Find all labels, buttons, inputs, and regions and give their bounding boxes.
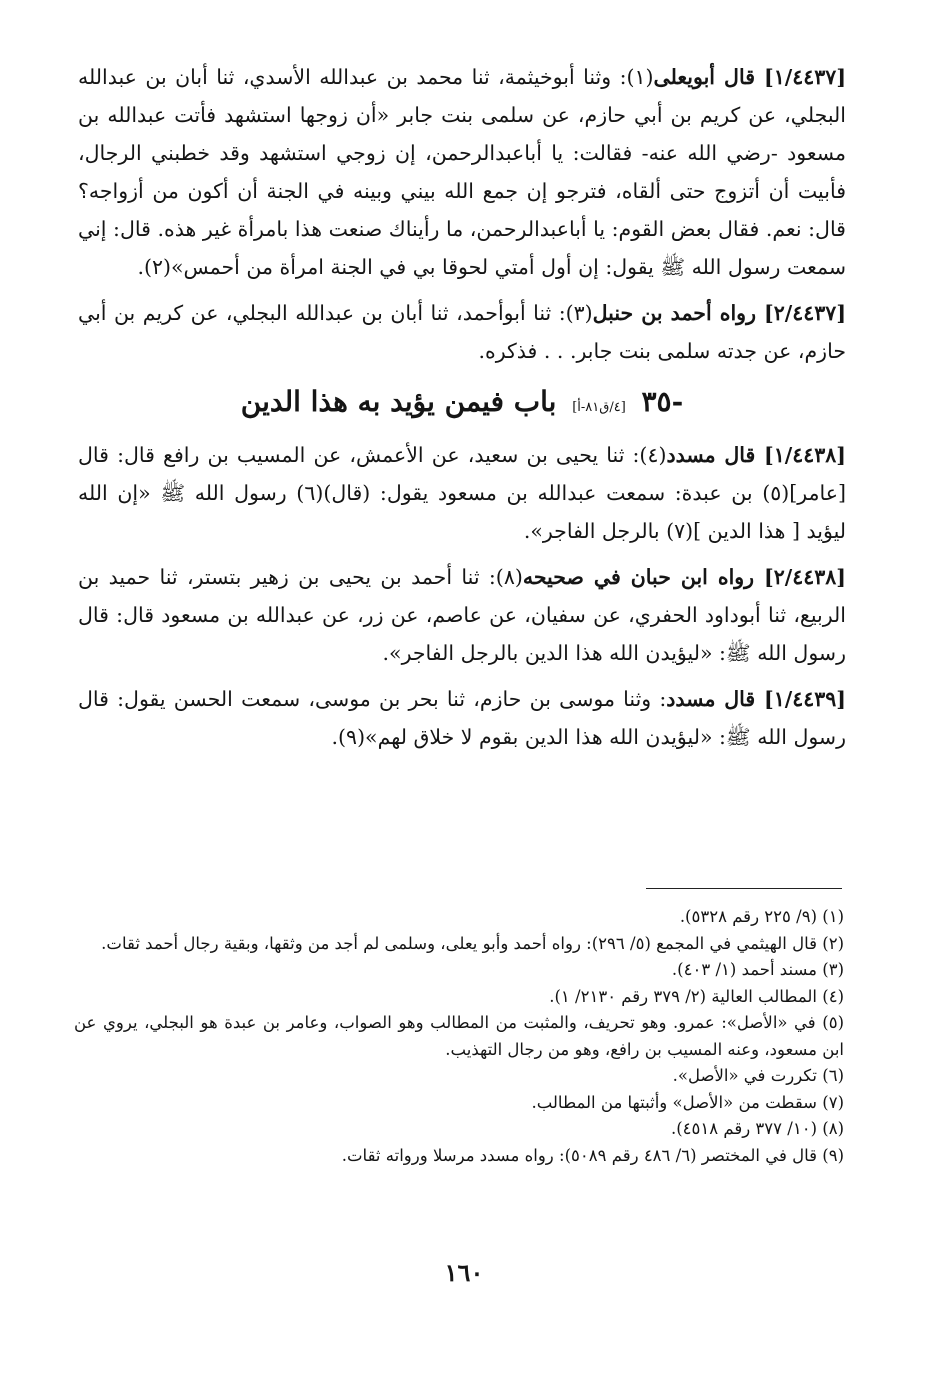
- footnote: (٩) قال في المختصر (٦/ ٤٨٦ رقم ٥٠٨٩): رواه مسدد مرسلا ورواته ثقات.: [341, 1145, 844, 1165]
- footnote: (٧) سقطت من «الأصل» وأثبتها من المطالب.: [531, 1092, 844, 1112]
- footnotes: [74, 904, 844, 1169]
- footnote: (١) (٩/ ٢٢٥ رقم ٥٣٢٨).: [679, 907, 844, 926]
- footnote-divider: [646, 888, 842, 889]
- hadith-lead: [٢/٤٤٣٧] رواه أحمد بن حنبل: [592, 301, 847, 325]
- footnote: (٢) قال الهيثمي في المجمع (٥/ ٢٩٦): رواه أحمد وأبو يعلى، وسلمى لم أجد من وثقها، وبقية رجال أحمد ثقات.: [101, 933, 844, 953]
- manuscript-ref: [٤/ق٨١-أ]: [572, 400, 626, 415]
- hadith-4439-1: [78, 680, 846, 756]
- hadith-text: (٤): ثنا يحيى بن سعيد، عن الأعمش، عن المسيب بن رافع قال: قال [عامر](٥) بن عبدة: سمعت عبدالله بن مسعود يقول: (قال)(٦) رسول الله ﷺ «إن الله ليؤيد [ هذا الدين ](٧) بالرجل الفاجر».: [78, 443, 846, 543]
- chapter-heading: [78, 380, 846, 430]
- chapter-title: باب فيمن يؤيد به هذا الدين: [240, 385, 557, 418]
- hadith-text: (٨): ثنا أحمد بن يحيى بن زهير بتستر، ثنا حميد بن الربيع، ثنا أبوداود الحفري، عن سفيان، عن عاصم، عن زر، عن عبدالله بن مسعود قال: قال رسول الله ﷺ: «ليؤيدن الله هذا الدين بالرجل الفاجر».: [78, 565, 846, 665]
- hadith-text: : وثنا موسى بن حازم، ثنا بحر بن موسى، سمعت الحسن يقول: قال رسول الله ﷺ: «ليؤيدن الله هذا الدين بقوم لا خلاق لهم»(٩).: [78, 687, 846, 749]
- main-text: [78, 58, 846, 764]
- hadith-lead: [١/٤٤٣٧] قال أبويعلى: [653, 65, 847, 89]
- footnote: (٦) تكررت في «الأصل».: [672, 1066, 844, 1085]
- footnote: (٥) في «الأصل»: عمرو. وهو تحريف، والمثبت من المطالب وهو الصواب، وعامر بن عبدة هو البجلي، يروي عن ابن مسعود، وعنه المسيب بن رافع، وهو من رجال التهذيب.: [74, 1013, 844, 1059]
- hadith-text: (٣): ثنا أبوأحمد، ثنا أبان بن عبدالله البجلي، عن كريم بن أبي حازم، عن جدته سلمى بنت جابر. . . فذكره.: [78, 301, 846, 363]
- footnote: (٤) المطالب العالية (٢/ ٣٧٩ رقم ٢١٣٠/ ١).: [549, 986, 844, 1006]
- hadith-4437-1: [78, 58, 846, 286]
- hadith-lead: [١/٤٤٣٨] قال مسدد: [666, 443, 846, 467]
- chapter-number: -٣٥: [641, 385, 684, 418]
- hadith-lead: [٢/٤٤٣٨] رواه ابن حبان في صحيحه: [522, 565, 846, 589]
- page-number: ١٦٠: [444, 1258, 484, 1287]
- footnote: (٣) مسند أحمد (١/ ٤٠٣).: [671, 960, 844, 979]
- hadith-text: (١): وثنا أبوخيثمة، ثنا محمد بن عبدالله الأسدي، ثنا أبان بن عبدالله البجلي، عن كريم بن أبي حازم، عن سلمى بنت جابر «أن زوجها استشهد فأتت عبدالله بن مسعود -رضي الله عنه- فقالت: يا أباعبدالرحمن، إن زوجي استشهد وقد خطبني الرجال، فأبيت أن أتزوج حتى ألقاه، فترجو إن جمع الله بيني وبينه في الجنة أن أكون من أزواجه؟ قال: نعم. فقال بعض القوم: يا أباعبدالرحمن، ما رأيناك صنعت هذا بامرأة غير هذه. قال: إني سمعت رسول الله ﷺ يقول: إن أول أمتي لحوقا بي في الجنة امرأة من أحمس»(٢).: [78, 65, 846, 279]
- hadith-4438-1: [78, 436, 846, 550]
- footnote: (٨) (١٠/ ٣٧٧ رقم ٤٥١٨).: [670, 1119, 844, 1138]
- hadith-4438-2: [78, 558, 846, 672]
- hadith-lead: [١/٤٤٣٩] قال مسدد: [666, 687, 846, 711]
- hadith-4437-2: [78, 294, 846, 370]
